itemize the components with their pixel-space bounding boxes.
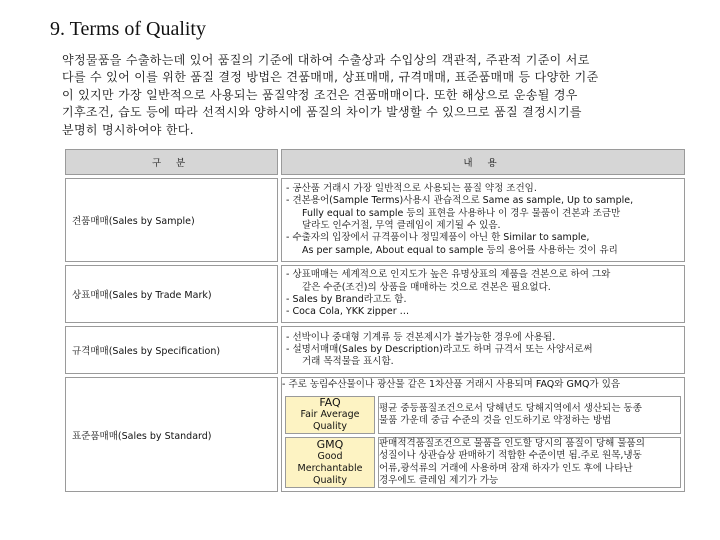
bullet-line: - Coca Cola, YKK zipper … [286, 306, 410, 318]
desc-line: 물품 가운데 중급 수준의 것을 인도하기로 약정하는 방법 [379, 415, 612, 426]
intro-line: 다를 수 있어 이를 위한 품질 결정 방법은 견품매매, 상표매매, 규격매매, 표준품매매 등 다양한 기준 [62, 70, 599, 85]
gmq-row [285, 437, 681, 488]
row-content-specification [281, 326, 685, 374]
quality-terms-table [62, 146, 688, 495]
bullet-line: As per sample, About equal to sample 등의 용어를 사용하는 것이 유리 [302, 244, 618, 256]
bullet-line: Fully equal to sample 등의 표현을 사용하나 이 경우 물품이 견본과 조금만 [302, 207, 621, 219]
desc-line: 판매적격품질조건으로 물품을 인도할 당시의 품질이 당해 물품의 [379, 438, 645, 449]
bullet-line: - 수출자의 입장에서 규격품이나 정밀제품이 아닌 한 Similar to sample, [286, 232, 590, 244]
bullet-line: - 상표매매는 세계적으로 인지도가 높은 유명상표의 제품을 견본으로 하여 그와 [286, 269, 611, 281]
desc-line: 어류,광석류의 거래에 사용하며 잠재 하자가 인도 후에 나타난 [379, 462, 633, 474]
bullet-line: 같은 수준(조건)의 상품을 매매하는 것으로 견본은 필요없다. [302, 281, 551, 293]
bullet-line: 달라도 인수거절, 무역 클레임이 제기될 수 있음. [302, 220, 501, 231]
table-header-row [65, 149, 685, 175]
table-row [65, 326, 685, 374]
bullet-line: - 견본용어(Sample Terms)사용시 관습적으로 Same as sample, Up to sample, [286, 195, 634, 207]
gmq-full: Good Merchantable Quality [297, 450, 363, 486]
row-name-sample: 견품매매(Sales by Sample) [65, 178, 278, 262]
row-name-standard: 표준품매매(Sales by Standard) [65, 377, 278, 492]
bullet-line: - 선박이나 중대형 기계류 등 견본제시가 불가능한 경우에 사용됨. [286, 331, 556, 343]
intro-line: 약정물품을 수출하는데 있어 품질의 기준에 대하여 수출상과 수입상의 객관적, 주관적 기준이 서로 [62, 53, 590, 67]
bullet-line: - Sales by Brand라고도 함. [286, 294, 407, 305]
header-category: 구 분 [65, 149, 278, 175]
intro-line: 분명히 명시하여야 한다. [62, 122, 194, 137]
standard-intro: - 주로 농림수산물이나 광산물 같은 1차산품 거래시 사용되며 FAQ와 GMQ가 있음 [282, 379, 621, 390]
page-title: 9. Terms of Quality [50, 18, 206, 40]
gmq-description [378, 437, 681, 488]
gmq-abbr: GMQ [316, 437, 344, 451]
intro-line: 이 있지만 가장 일반적으로 사용되는 품질약정 조건은 견품매매이다. 또한 해상으로 운송될 경우 [62, 87, 578, 102]
gmq-label [285, 437, 375, 488]
table-row [65, 377, 685, 492]
faq-label [285, 396, 375, 434]
intro-paragraph [62, 52, 692, 139]
header-content: 내 용 [281, 149, 685, 175]
row-content-sample [281, 178, 685, 262]
table-row [65, 178, 685, 262]
standard-subtable [282, 393, 684, 491]
faq-description [378, 396, 681, 434]
faq-abbr: FAQ [319, 396, 341, 409]
bullet-line: - 공산품 거래시 가장 일반적으로 사용되는 품질 약정 조건임. [286, 183, 537, 195]
intro-line: 기후조건, 습도 등에 따라 선적시와 양하시에 품질의 차이가 발생할 수 있으므로 품질 결정시기를 [62, 105, 582, 120]
row-name-specification: 규격매매(Sales by Specification) [65, 326, 278, 374]
desc-line: 경우에도 클레임 제기가 가능 [379, 474, 499, 486]
row-content-standard [281, 377, 685, 492]
row-content-trademark [281, 265, 685, 323]
bullet-line: 거래 목적물을 표시함. [302, 356, 394, 368]
table-row [65, 265, 685, 323]
faq-full: Fair Average Quality [300, 409, 360, 432]
row-name-trademark: 상표매매(Sales by Trade Mark) [65, 265, 278, 323]
desc-line: 성질이나 상관습상 판매하기 적합한 수준이면 됨.주로 원목,냉동 [379, 450, 642, 462]
desc-line: 평균 중등품질조건으로서 당해년도 당해지역에서 생산되는 동종 [379, 402, 642, 414]
bullet-line: - 설명서매매(Sales by Description)라고도 하며 규격서 또는 사양서로써 [286, 343, 593, 355]
faq-row [285, 396, 681, 434]
